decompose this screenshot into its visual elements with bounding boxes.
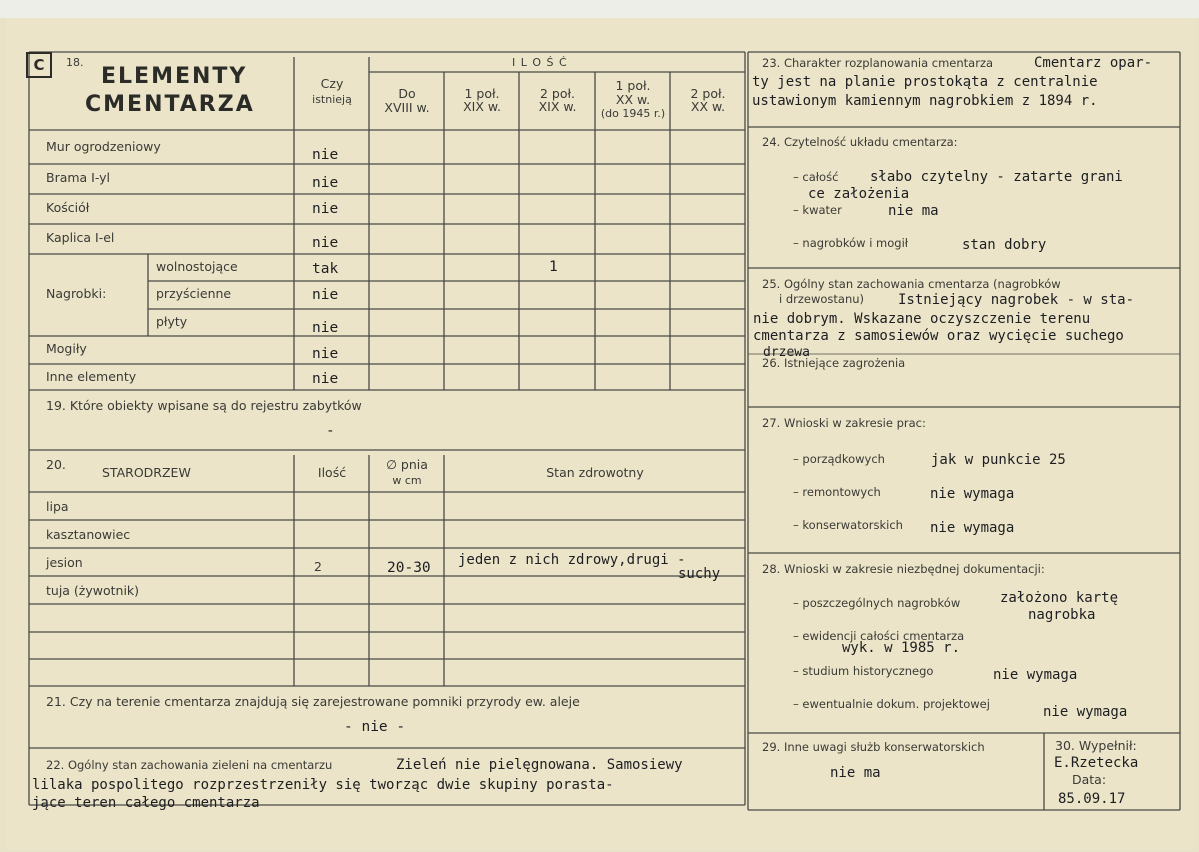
row-value-wolnostojace: tak	[312, 261, 339, 277]
remontowych-value: nie wymaga	[930, 486, 1015, 502]
row-value-przyscienne: nie	[312, 287, 339, 303]
konserwatorskich-value: nie wymaga	[930, 520, 1015, 536]
col-header-5b: XX w.	[690, 99, 726, 114]
poszczegolnych-label: – poszczególnych nagrobków	[793, 596, 961, 610]
projektowej-value: nie wymaga	[1043, 704, 1128, 720]
row-label-mogily: Mogiły	[46, 341, 87, 356]
section-23-value-1: Cmentarz opar-	[1034, 55, 1153, 71]
section-29-label: 29. Inne uwagi służb konserwatorskich	[762, 740, 985, 754]
section-letter-box: C	[26, 52, 52, 78]
col-header-2a: 1 poł.	[464, 86, 500, 101]
ewidencji-label: – ewidencji całości cmentarza	[793, 629, 965, 643]
section-21-label: 21. Czy na terenie cmentarza znajdują się zarejestrowane pomniki przyrody ew. aleje	[46, 694, 580, 709]
section-22-label: 22. Ogólny stan zachowania zieleni na cmentarzu	[46, 758, 333, 772]
starodrzew-stan-header: Stan zdrowotny	[546, 465, 644, 480]
starodrzew-pnia-header-1: ∅ pnia	[386, 457, 428, 472]
tree-tuja: tuja (żywotnik)	[46, 583, 140, 598]
section-18-number: 18.	[66, 56, 84, 69]
section-30-name: E.Rzetecka	[1054, 755, 1139, 771]
starodrzew-ilosc-header: Ilość	[317, 465, 347, 480]
row-value-mogily: nie	[312, 346, 339, 362]
row-value-kosciol: nie	[312, 201, 339, 217]
studium-value: nie wymaga	[993, 667, 1078, 683]
section-27-label: 27. Wnioski w zakresie prac:	[762, 416, 926, 430]
section-26-label: 26. Istniejące zagrożenia	[762, 356, 906, 370]
section-19-value: -	[326, 423, 335, 439]
tree-jesion-count: 2	[314, 559, 322, 574]
section-22-value-2: lilaka pospolitego rozprzestrzeniły się tworząc dwie skupiny porasta-	[32, 777, 614, 793]
tree-jesion: jesion	[46, 555, 83, 570]
col-header-1b: XVIII w.	[384, 100, 430, 115]
section-22-value-3: jące teren całego cmentarza	[32, 795, 260, 811]
row-label-inne: Inne elementy	[46, 369, 137, 384]
section-23-label: 23. Charakter rozplanowania cmentarza	[762, 56, 994, 70]
col-header-1a: Do	[398, 86, 416, 101]
section-20-title: STARODRZEW	[102, 465, 191, 480]
calosc-value-2: ce założenia	[808, 186, 910, 202]
section-18-title-2: CMENTARZA	[85, 92, 255, 117]
section-18-title-1: ELEMENTY	[101, 64, 248, 89]
row-label-plyty: płyty	[156, 314, 188, 329]
row-value-mur: nie	[312, 147, 339, 163]
tree-jesion-state-1: jeden z nich zdrowy,drugi -	[458, 552, 686, 568]
nagrobkow-value: stan dobry	[962, 237, 1047, 253]
czy-header-2: istnieją	[312, 93, 352, 106]
row-count-wolnostojace: 1	[549, 259, 558, 275]
section-29-value: nie ma	[830, 765, 881, 781]
section-24-label: 24. Czytelność układu cmentarza:	[762, 135, 958, 149]
section-25-value-3: cmentarza z samosiewów oraz wycięcie suchego	[753, 328, 1124, 344]
row-value-brama: nie	[312, 175, 339, 191]
ewidencji-value: wyk. w 1985 r.	[842, 640, 961, 656]
porzadkowych-label: – porządkowych	[793, 452, 885, 466]
kwater-value: nie ma	[888, 203, 939, 219]
row-label-brama: Brama I-yl	[46, 170, 111, 185]
col-header-4a: 1 poł.	[615, 78, 651, 93]
section-21-value: - nie -	[344, 719, 406, 735]
section-19-label: 19. Które obiekty wpisane są do rejestru zabytków	[46, 398, 362, 413]
row-label-kaplica: Kaplica I-el	[46, 230, 115, 245]
col-header-3b: XIX w.	[538, 99, 577, 114]
section-23-value-3: ustawionym kamiennym nagrobkiem z 1894 r.	[752, 93, 1098, 109]
row-value-plyty: nie	[312, 320, 339, 336]
section-25-label-1: 25. Ogólny stan zachowania cmentarza (nagrobków	[762, 277, 1061, 291]
poszczegolnych-value-1: założono kartę	[1000, 590, 1119, 606]
calosc-value-1: słabo czytelny - zatarte grani	[870, 169, 1123, 185]
tree-kasztanowiec: kasztanowiec	[46, 527, 131, 542]
col-header-3a: 2 poł.	[539, 86, 576, 101]
section-25-label-2: i drzewostanu)	[779, 292, 865, 306]
tree-jesion-size: 20-30	[387, 560, 431, 576]
section-23-value-2: ty jest na planie prostokąta z centralnie	[752, 74, 1098, 90]
section-25-value-1: Istniejący nagrobek - w sta-	[898, 292, 1135, 308]
row-value-inne: nie	[312, 371, 339, 387]
section-28-label: 28. Wnioski w zakresie niezbędnej dokumentacji:	[762, 562, 1045, 576]
tree-jesion-state-2: suchy	[678, 566, 721, 582]
starodrzew-pnia-header-2: w cm	[392, 474, 422, 487]
porzadkowych-value: jak w punkcie 25	[931, 452, 1066, 468]
remontowych-label: – remontowych	[793, 485, 881, 499]
projektowej-label: – ewentualnie dokum. projektowej	[793, 697, 990, 711]
calosc-label: – całość	[793, 170, 839, 184]
section-25-value-4: drzewa	[763, 345, 810, 360]
section-22-value-1: Zieleń nie pielęgnowana. Samosiewy	[396, 757, 683, 773]
section-25-value-2: nie dobrym. Wskazane oczyszczenie terenu	[753, 311, 1091, 327]
nagrobkow-label: – nagrobków i mogił	[793, 236, 909, 250]
ilosc-header: I L O Ś Ć	[512, 56, 568, 69]
row-label-przyscienne: przyścienne	[156, 286, 232, 301]
kwater-label: – kwater	[793, 203, 842, 217]
col-header-4b: XX w.	[615, 92, 651, 107]
section-20-number: 20.	[46, 457, 66, 472]
studium-label: – studium historycznego	[793, 664, 934, 678]
row-value-kaplica: nie	[312, 235, 339, 251]
col-header-4c: (do 1945 r.)	[600, 107, 666, 120]
section-30-date-label: Data:	[1072, 772, 1107, 787]
col-header-5a: 2 poł.	[690, 86, 726, 101]
section-30-date: 85.09.17	[1058, 791, 1126, 807]
poszczegolnych-value-2: nagrobka	[1028, 607, 1096, 623]
czy-header-1: Czy	[320, 76, 344, 91]
tree-lipa: lipa	[46, 499, 69, 514]
section-30-label: 30. Wypełnił:	[1055, 738, 1137, 753]
konserwatorskich-label: – konserwatorskich	[793, 518, 903, 532]
row-label-wolnostojace: wolnostojące	[156, 259, 238, 274]
row-label-kosciol: Kościół	[46, 200, 90, 215]
row-label-mur: Mur ogrodzeniowy	[46, 139, 161, 154]
nagrobki-label: Nagrobki:	[46, 286, 107, 301]
col-header-2b: XIX w.	[463, 99, 501, 114]
